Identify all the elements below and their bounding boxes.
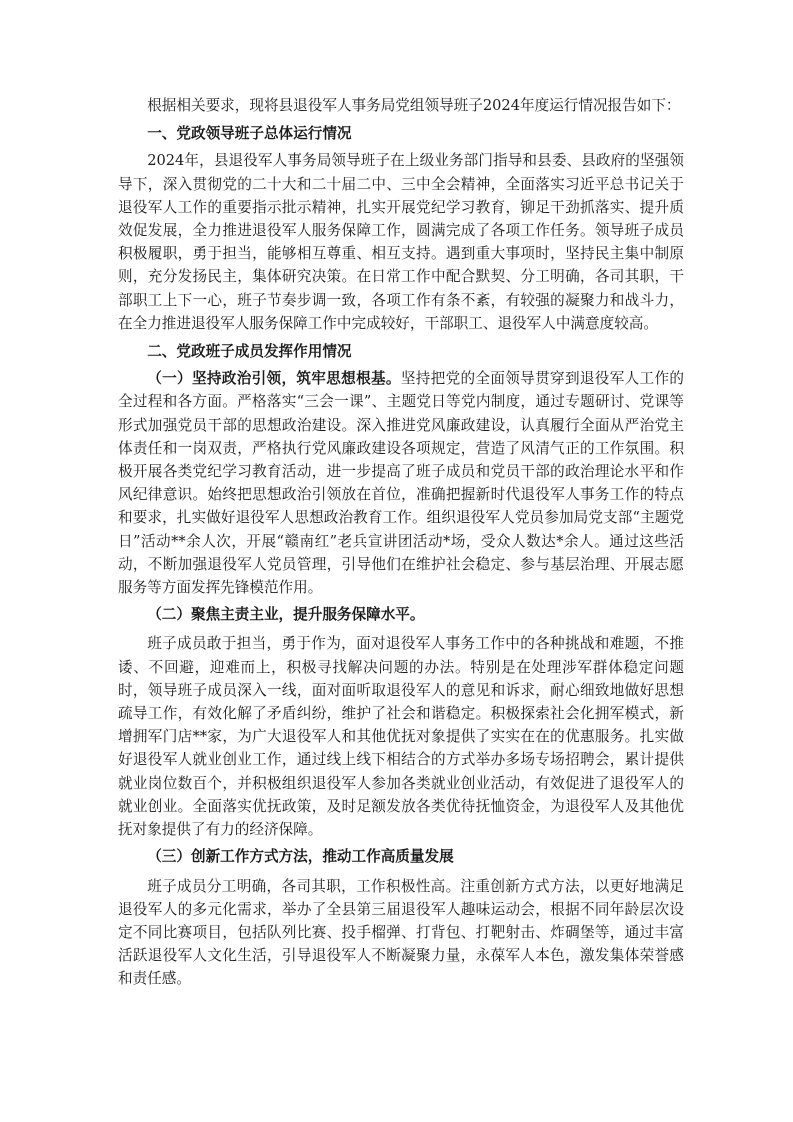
intro-paragraph: 根据相关要求，现将县退役军人事务局党组领导班子2024年度运行情况报告如下： <box>147 97 681 114</box>
subsection-body-political-guidance: 坚持把党的全面领导贯穿到退役军人工作的全过程和各方面。严格落实“三会一课”、主题党日等党内制度，通过专题研讨、党课等形式加强党员干部的思想政治建设。深入推进党风廉政建设，认真履行全面从严治党主体责任和一岗双责，严格执行党风廉政建设各项规定，营造了风清气正的工作氛围。积极开展各类党纪学习教育活动，进一步提高了班子成员和党员干部的政治理论水平和作风纪律意识。始终把思想政治引领放在首位，准确把握新时代退役军人事务工作的特点和要求，扎实做好退役军人思想政治教育工作。组织退役军人党员参加局党支部“主题党日”活动**余人次，开展“赣南红”老兵宣讲团活动*场，受众人数达*余人。通过这些活动，不断加强退役军人党员管理，引导他们在维护社会稳定、参与基层治理、开展志愿服务等方面发挥先锋模范作用。 <box>118 370 684 597</box>
subsection-paragraph-service: 班子成员敢于担当，勇于作为，面对退役军人事务工作中的各种挑战和难题，不推诿、不回避，迎难而上，积极寻找解决问题的办法。特别是在处理涉军群体稳定问题时，领导班子成员深入一线，面对面听取退役军人的意见和诉求，耐心细致地做好思想疏导工作，有效化解了矛盾纠纷，维护了社会和谐稳定。积极探索社会化拥军模式，新增拥军门店**家，为广大退役军人和其他优抚对象提供了实实在在的优惠服务。扎实做好退役军人就业创业工作，通过线上线下相结合的方式举办多场专场招聘会，累计提供就业岗位数百个，并积极组织退役军人参加各类就业创业活动，有效促进了退役军人的就业创业。全面落实优抚政策，及时足额发放各类优待抚恤资金，为退役军人及其他优抚对象提供了有力的经济保障。 <box>118 635 684 839</box>
subsection-heading-service: （二）聚焦主责主业，提升服务保障水平。 <box>147 606 425 624</box>
document-page <box>118 94 684 991</box>
subsection-paragraph-innovation: 班子成员分工明确，各司其职，工作积极性高。注重创新方式方法，以更好地满足退役军人的多元化需求，举办了全县第三届退役军人趣味运动会，根据不同年龄层次设定不同比赛项目，包括队列比赛、投手榴弹、打背包、打靶射击、炸碉堡等，通过丰富活跃退役军人文化生活，引导退役军人不断凝聚力量，永葆军人本色，激发集体荣誉感和责任感。 <box>118 877 684 988</box>
section-heading-overall: 一、党政领导班子总体运行情况 <box>147 125 352 143</box>
subsection-lead-political-guidance: （一）坚持政治引领，筑牢思想根基。 <box>147 370 401 388</box>
section-heading-members-role: 二、党政班子成员发挥作用情况 <box>147 343 352 361</box>
subsection-paragraph-political-guidance <box>118 367 684 599</box>
subsection-heading-innovation: （三）创新工作方式方法，推动工作高质量发展 <box>147 848 454 866</box>
section-paragraph-overall: 2024年，县退役军人事务局领导班子在上级业务部门指导和县委、县政府的坚强领导下，深入贯彻党的二十大和二十届二中、三中全会精神，全面落实习近平总书记关于退役军人工作的重要指示批示精神，扎实开展党纪学习教育，铆足干劲抓落实、提升质效促发展，全力推进退役军人服务保障工作，圆满完成了各项工作任务。领导班子成员积极履职，勇于担当，能够相互尊重、相互支持。遇到重大事项时，坚持民主集中制原则，充分发扬民主，集体研究决策。在日常工作中配合默契、分工明确，各司其职，干部职工上下一心，班子节奏步调一致，各项工作有条不紊，有较强的凝聚力和战斗力，在全力推进退役军人服务保障工作中完成较好，干部职工、退役军人中满意度较高。 <box>118 152 684 332</box>
